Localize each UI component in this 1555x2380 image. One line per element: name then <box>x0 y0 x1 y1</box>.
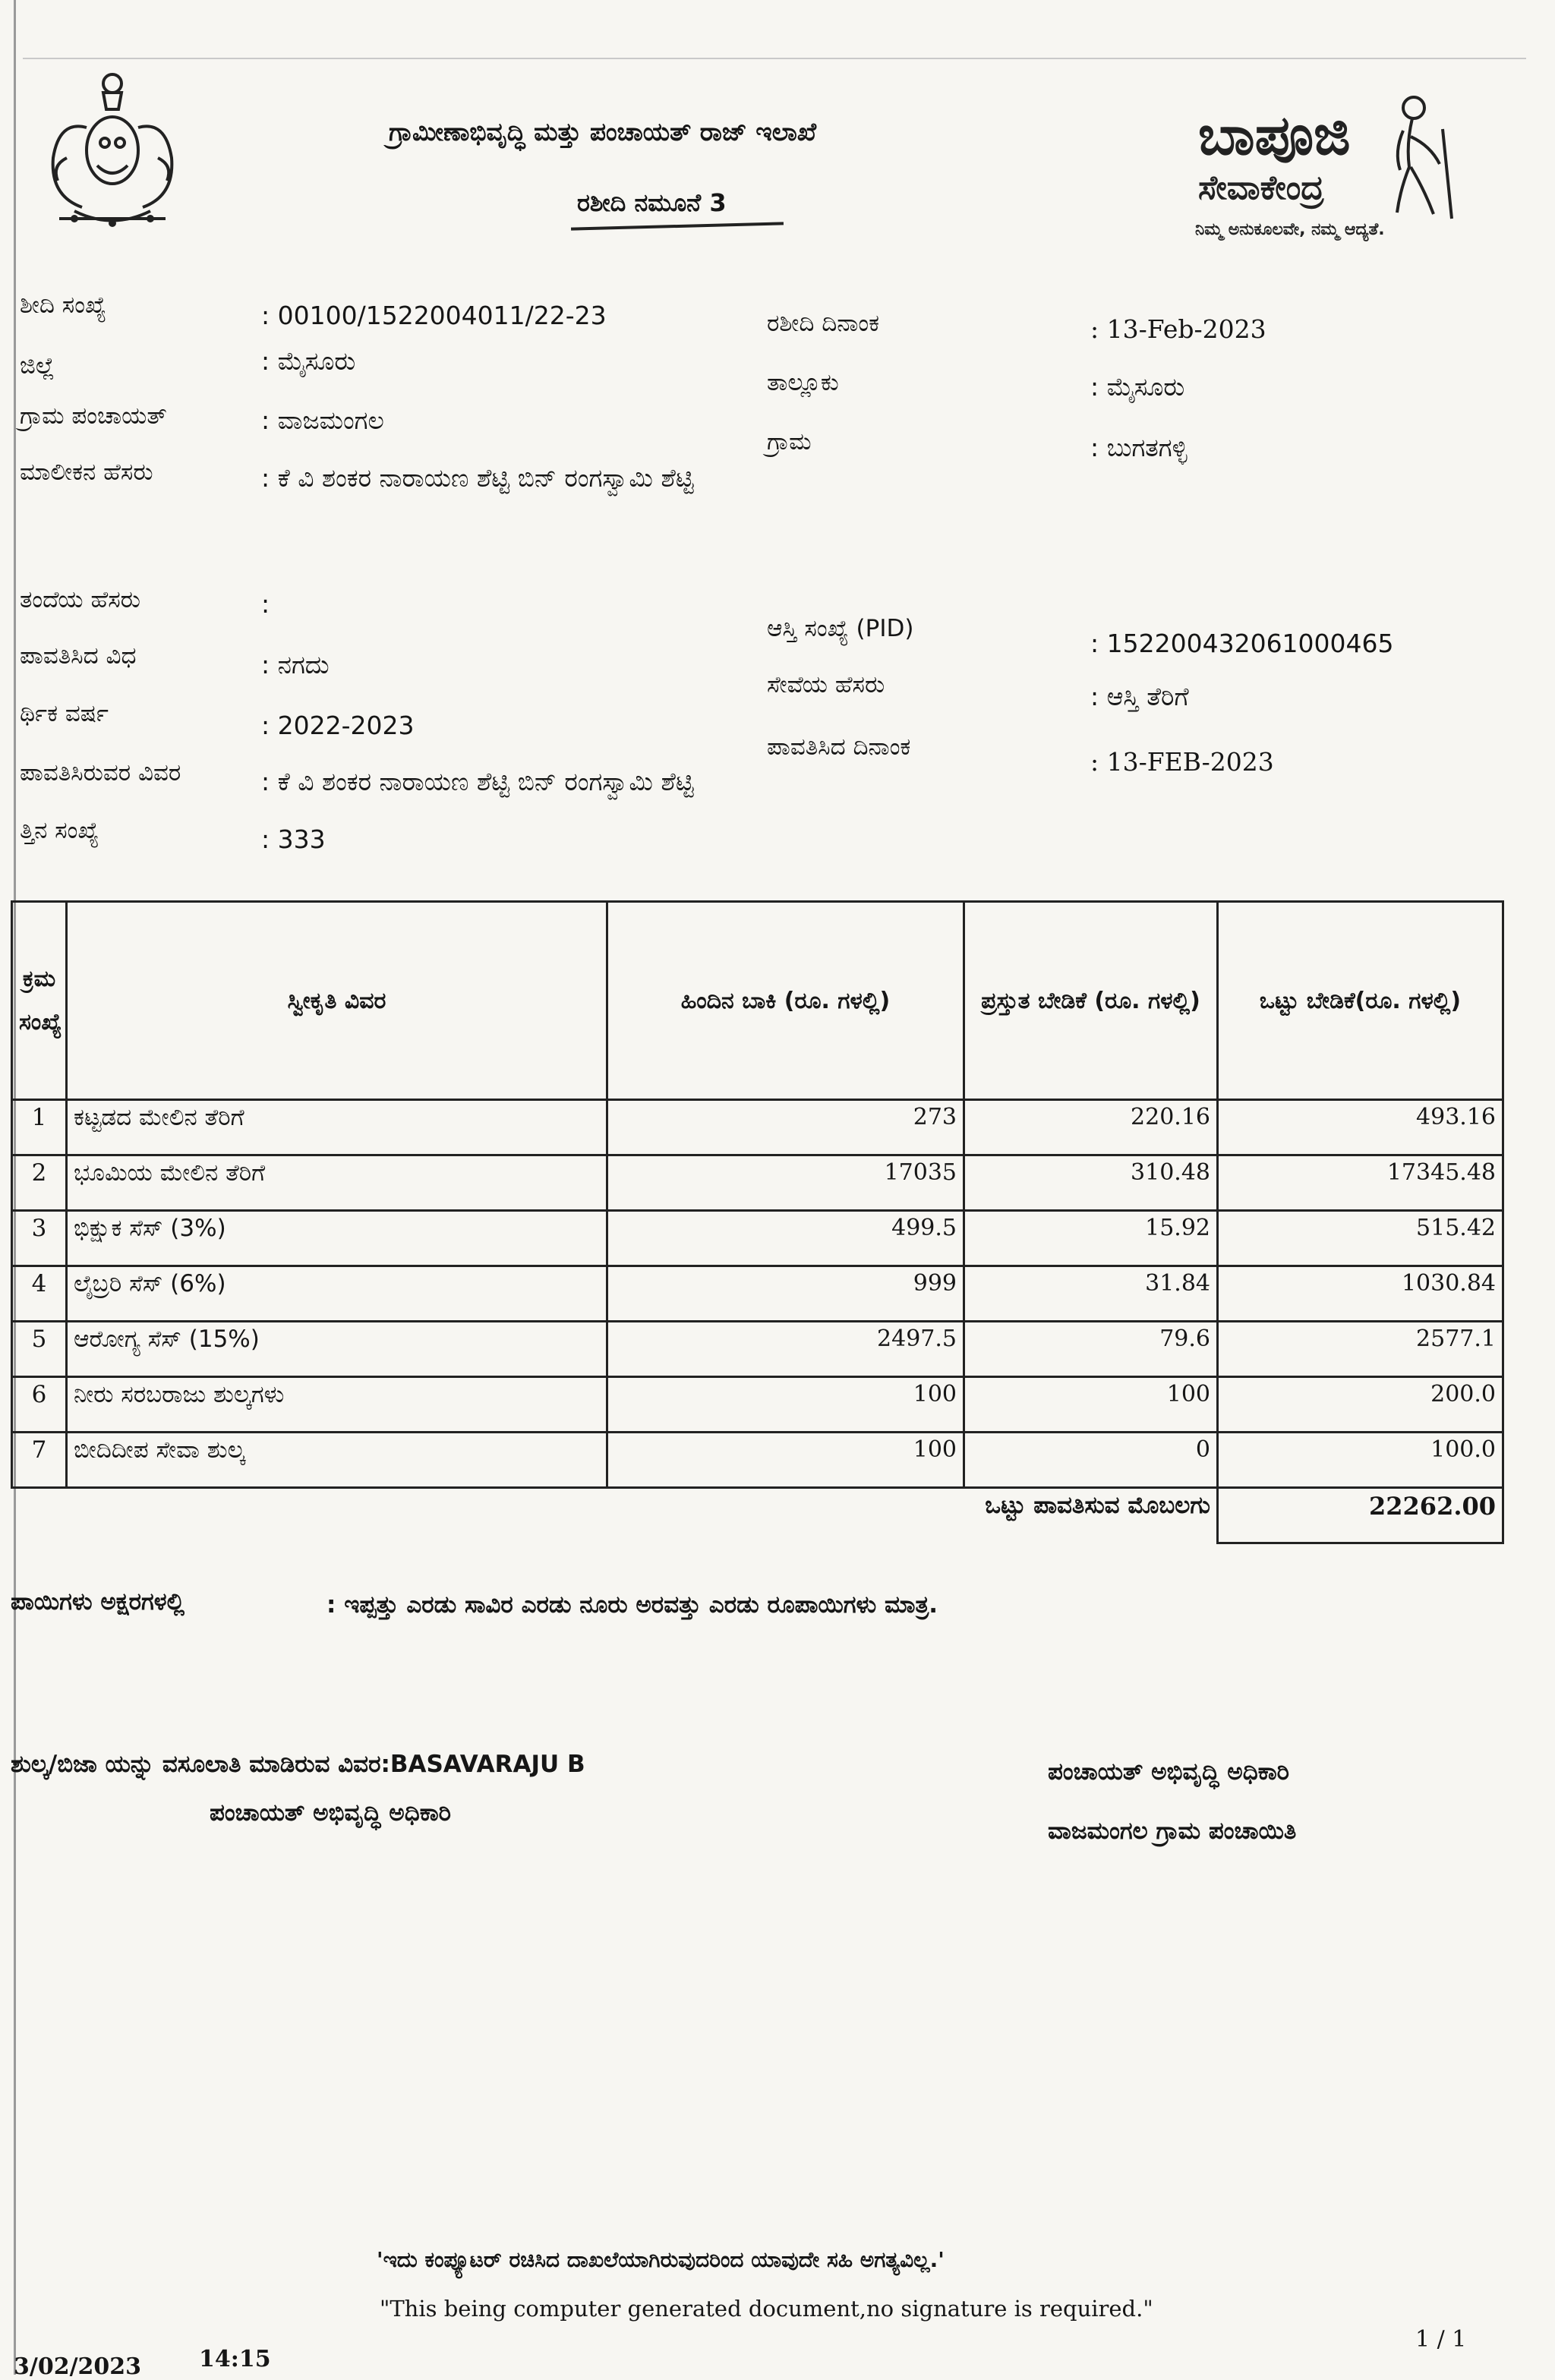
payer-details-value: : ಕೆ ವಿ ಶಂಕರ ನಾರಾಯಣ ಶೆಟ್ಟಿ ಬಿನ್ ರಂಗಸ್ವಾಮಿ ಶೆಟ್ಟಿ <box>261 767 694 796</box>
col-header-sl: ಕ್ರಮ ಸಂಖ್ಯೆ <box>12 902 67 1100</box>
officer-title: ಪಂಚಾಯತ್ ಅಭಿವೃದ್ಧಿ ಅಧಿಕಾರಿ <box>1048 1758 1290 1786</box>
collector-role: ಪಂಚಾಯತ್ ಅಭಿವೃದ್ಧಿ ಅಧಿಕಾರಿ <box>210 1799 452 1827</box>
property-number-value: : 333 <box>261 824 326 854</box>
col-header-curr: ಪ್ರಸ್ತುತ ಬೇಡಿಕೆ (ರೂ. ಗಳಲ್ಲಿ) <box>964 902 1218 1100</box>
service-name-value: : ಆಸ್ತಿ ತೆರಿಗೆ <box>1090 682 1189 711</box>
field-label: ಶೀದಿ ಸಂಖ್ಯೆ <box>20 292 107 319</box>
footer-note-english: "This being computer generated document,no signature is required." <box>380 2296 1153 2322</box>
amount-words-label: ಪಾಯಿಗಳು ಅಕ್ಷರಗಳಲ್ಲಿ <box>11 1588 185 1616</box>
col-header-total: ಒಟ್ಟು ಬೇಡಿಕೆ(ರೂ. ಗಳಲ್ಲಿ) <box>1218 902 1503 1100</box>
row-curr: 79.6 <box>964 1322 1218 1377</box>
field-label: ಮಾಲೀಕನ ಹೆಸರು <box>20 459 153 486</box>
row-desc: ಕಟ್ಟಡದ ಮೇಲಿನ ತೆರಿಗೆ <box>67 1100 607 1155</box>
brand-tagline: ನಿಮ್ಮ ಅನುಕೂಲವೇ, ನಮ್ಮ ಆದ್ಯತೆ. <box>1195 220 1385 239</box>
table-row <box>12 1377 1503 1433</box>
footer-note-kannada: 'ಇದು ಕಂಪ್ಯೂಟರ್ ರಚಿಸಿದ ದಾಖಲೆಯಾಗಿರುವುದರಿಂದ ಯಾವುದೇ ಸಹಿ ಅಗತ್ಯವಿಲ್ಲ.' <box>377 2247 945 2272</box>
field-label: ಆಸ್ತಿ ಸಂಖ್ಯೆ (PID) <box>767 615 914 642</box>
print-date: 3/02/2023 <box>14 2353 142 2380</box>
row-desc: ಭೂಮಿಯ ಮೇಲಿನ ತೆರಿಗೆ <box>67 1155 607 1211</box>
pid-value: : 152200432061000465 <box>1090 629 1394 658</box>
row-prev: 2497.5 <box>607 1322 964 1377</box>
field-label: ಗ್ರಾಮ <box>767 428 812 456</box>
form-title: ರಶೀದಿ ನಮೂನೆ 3 <box>577 188 727 217</box>
brand-title: ಬಾಪೂಜಿ <box>1198 103 1351 167</box>
district-value: : ಮೈಸೂರು <box>261 346 356 376</box>
table-row <box>12 1155 1503 1211</box>
row-sl: 3 <box>12 1211 67 1266</box>
payment-mode-value: : ನಗದು <box>261 650 330 679</box>
field-label: ತಾಲ್ಲೂಕು <box>767 369 839 396</box>
print-time: 14:15 <box>199 2346 271 2372</box>
taluk-value: : ಮೈಸೂರು <box>1090 372 1185 402</box>
payment-date-value: : 13-FEB-2023 <box>1090 747 1274 777</box>
field-label: ಪಾವತಿಸಿದ ವಿಧ <box>20 642 137 670</box>
row-prev: 273 <box>607 1100 964 1155</box>
row-prev: 100 <box>607 1377 964 1433</box>
table-row <box>12 1211 1503 1266</box>
field-label: ತ್ತಿನ ಸಂಖ್ಯೆ <box>20 817 99 844</box>
amount-words-value: : ಇಪ್ಪತ್ತು ಎರಡು ಸಾವಿರ ಎರಡು ನೂರು ಅರವತ್ತು ಎರಡು ರೂಪಾಯಿಗಳು ಮಾತ್ರ. <box>326 1591 938 1619</box>
row-sl: 1 <box>12 1100 67 1155</box>
row-total: 515.42 <box>1218 1211 1503 1266</box>
form-title-underline <box>571 222 784 230</box>
father-name-value: : <box>261 589 270 619</box>
receipt-table <box>11 900 1504 1544</box>
table-row <box>12 1266 1503 1322</box>
field-label: ಪಾವತಿಸಿರುವರ ವಿವರ <box>20 759 181 787</box>
field-label: ತಂದೆಯ ಹೆಸರು <box>20 586 140 613</box>
col-header-desc: ಸ್ವೀಕೃತಿ ವಿವರ <box>67 902 607 1100</box>
field-label: ರಶೀದಿ ದಿನಾಂಕ <box>767 310 880 337</box>
field-label: ಪಾವತಿಸಿದ ದಿನಾಂಕ <box>767 733 911 761</box>
table-row <box>12 1433 1503 1488</box>
row-sl: 4 <box>12 1266 67 1322</box>
collector-details: ಶುಲ್ಕ/ಬಿಜಾ ಯನ್ನು ವಸೂಲಾತಿ ಮಾಡಿರುವ ವಿವರ:BASAVARAJU B <box>11 1751 585 1778</box>
row-total: 2577.1 <box>1218 1322 1503 1377</box>
row-curr: 100 <box>964 1377 1218 1433</box>
row-desc: ನೀರು ಸರಬರಾಜು ಶುಲ್ಕಗಳು <box>67 1377 607 1433</box>
row-desc: ಭಿಕ್ಷುಕ ಸೆಸ್ (3%) <box>67 1211 607 1266</box>
financial-year-value: : 2022-2023 <box>261 711 415 740</box>
row-curr: 220.16 <box>964 1100 1218 1155</box>
table-row <box>12 1322 1503 1377</box>
owner-name-value: : ಕೆ ವಿ ಶಂಕರ ನಾರಾಯಣ ಶೆಟ್ಟಿ ಬಿನ್ ರಂಗಸ್ವಾಮಿ ಶೆಟ್ಟಿ <box>261 463 694 493</box>
total-amount-value: 22262.00 <box>1218 1488 1503 1543</box>
receipt-date-value: : 13-Feb-2023 <box>1090 314 1266 344</box>
row-total: 100.0 <box>1218 1433 1503 1488</box>
row-prev: 17035 <box>607 1155 964 1211</box>
row-sl: 7 <box>12 1433 67 1488</box>
row-prev: 499.5 <box>607 1211 964 1266</box>
gram-panchayat-value: : ವಾಜಮಂಗಲ <box>261 405 384 435</box>
row-desc: ಆರೋಗ್ಯ ಸೆಸ್ (15%) <box>67 1322 607 1377</box>
gandhi-icon <box>1367 91 1465 220</box>
row-desc: ಲೈಬ್ರರಿ ಸೆಸ್ (6%) <box>67 1266 607 1322</box>
brand-subtitle: ಸೇವಾಕೇಂದ್ರ <box>1198 169 1324 207</box>
row-prev: 100 <box>607 1433 964 1488</box>
row-curr: 0 <box>964 1433 1218 1488</box>
row-sl: 6 <box>12 1377 67 1433</box>
table-row <box>12 1100 1503 1155</box>
row-sl: 5 <box>12 1322 67 1377</box>
field-label: ಗ್ರಾಮ ಪಂಚಾಯತ್ <box>20 402 167 430</box>
row-curr: 31.84 <box>964 1266 1218 1322</box>
page-number: 1 / 1 <box>1415 2326 1467 2353</box>
village-value: : ಬುಗತಗಳ್ಳಿ <box>1090 433 1188 462</box>
row-prev: 999 <box>607 1266 964 1322</box>
karnataka-emblem <box>36 67 188 241</box>
row-total: 200.0 <box>1218 1377 1503 1433</box>
receipt-number: : 00100/1522004011/22-23 <box>261 301 607 330</box>
row-desc: ಬೀದಿದೀಪ ಸೇವಾ ಶುಲ್ಕ <box>67 1433 607 1488</box>
row-curr: 15.92 <box>964 1211 1218 1266</box>
row-total: 1030.84 <box>1218 1266 1503 1322</box>
field-label: ಸೇವೆಯ ಹೆಸರು <box>767 671 885 698</box>
field-label: ರ್ಥಿಕ ವರ್ಷ <box>20 700 109 727</box>
top-rule <box>23 58 1526 59</box>
row-curr: 310.48 <box>964 1155 1218 1211</box>
col-header-prev: ಹಿಂದಿನ ಬಾಕಿ (ರೂ. ಗಳಲ್ಲಿ) <box>607 902 964 1100</box>
officer-office: ವಾಜಮಂಗಲ ಗ್ರಾಮ ಪಂಚಾಯಿತಿ <box>1048 1817 1297 1845</box>
row-sl: 2 <box>12 1155 67 1211</box>
field-label: ಜಿಲ್ಲೆ <box>20 352 55 380</box>
total-amount-label: ಒಟ್ಟು ಪಾವತಿಸುವ ಮೊಬಲಗು <box>12 1488 1218 1543</box>
row-total: 493.16 <box>1218 1100 1503 1155</box>
department-title: ಗ್ರಾಮೀಣಾಭಿವೃದ್ಧಿ ಮತ್ತು ಪಂಚಾಯತ್ ರಾಜ್ ಇಲಾಖೆ <box>389 117 817 147</box>
row-total: 17345.48 <box>1218 1155 1503 1211</box>
